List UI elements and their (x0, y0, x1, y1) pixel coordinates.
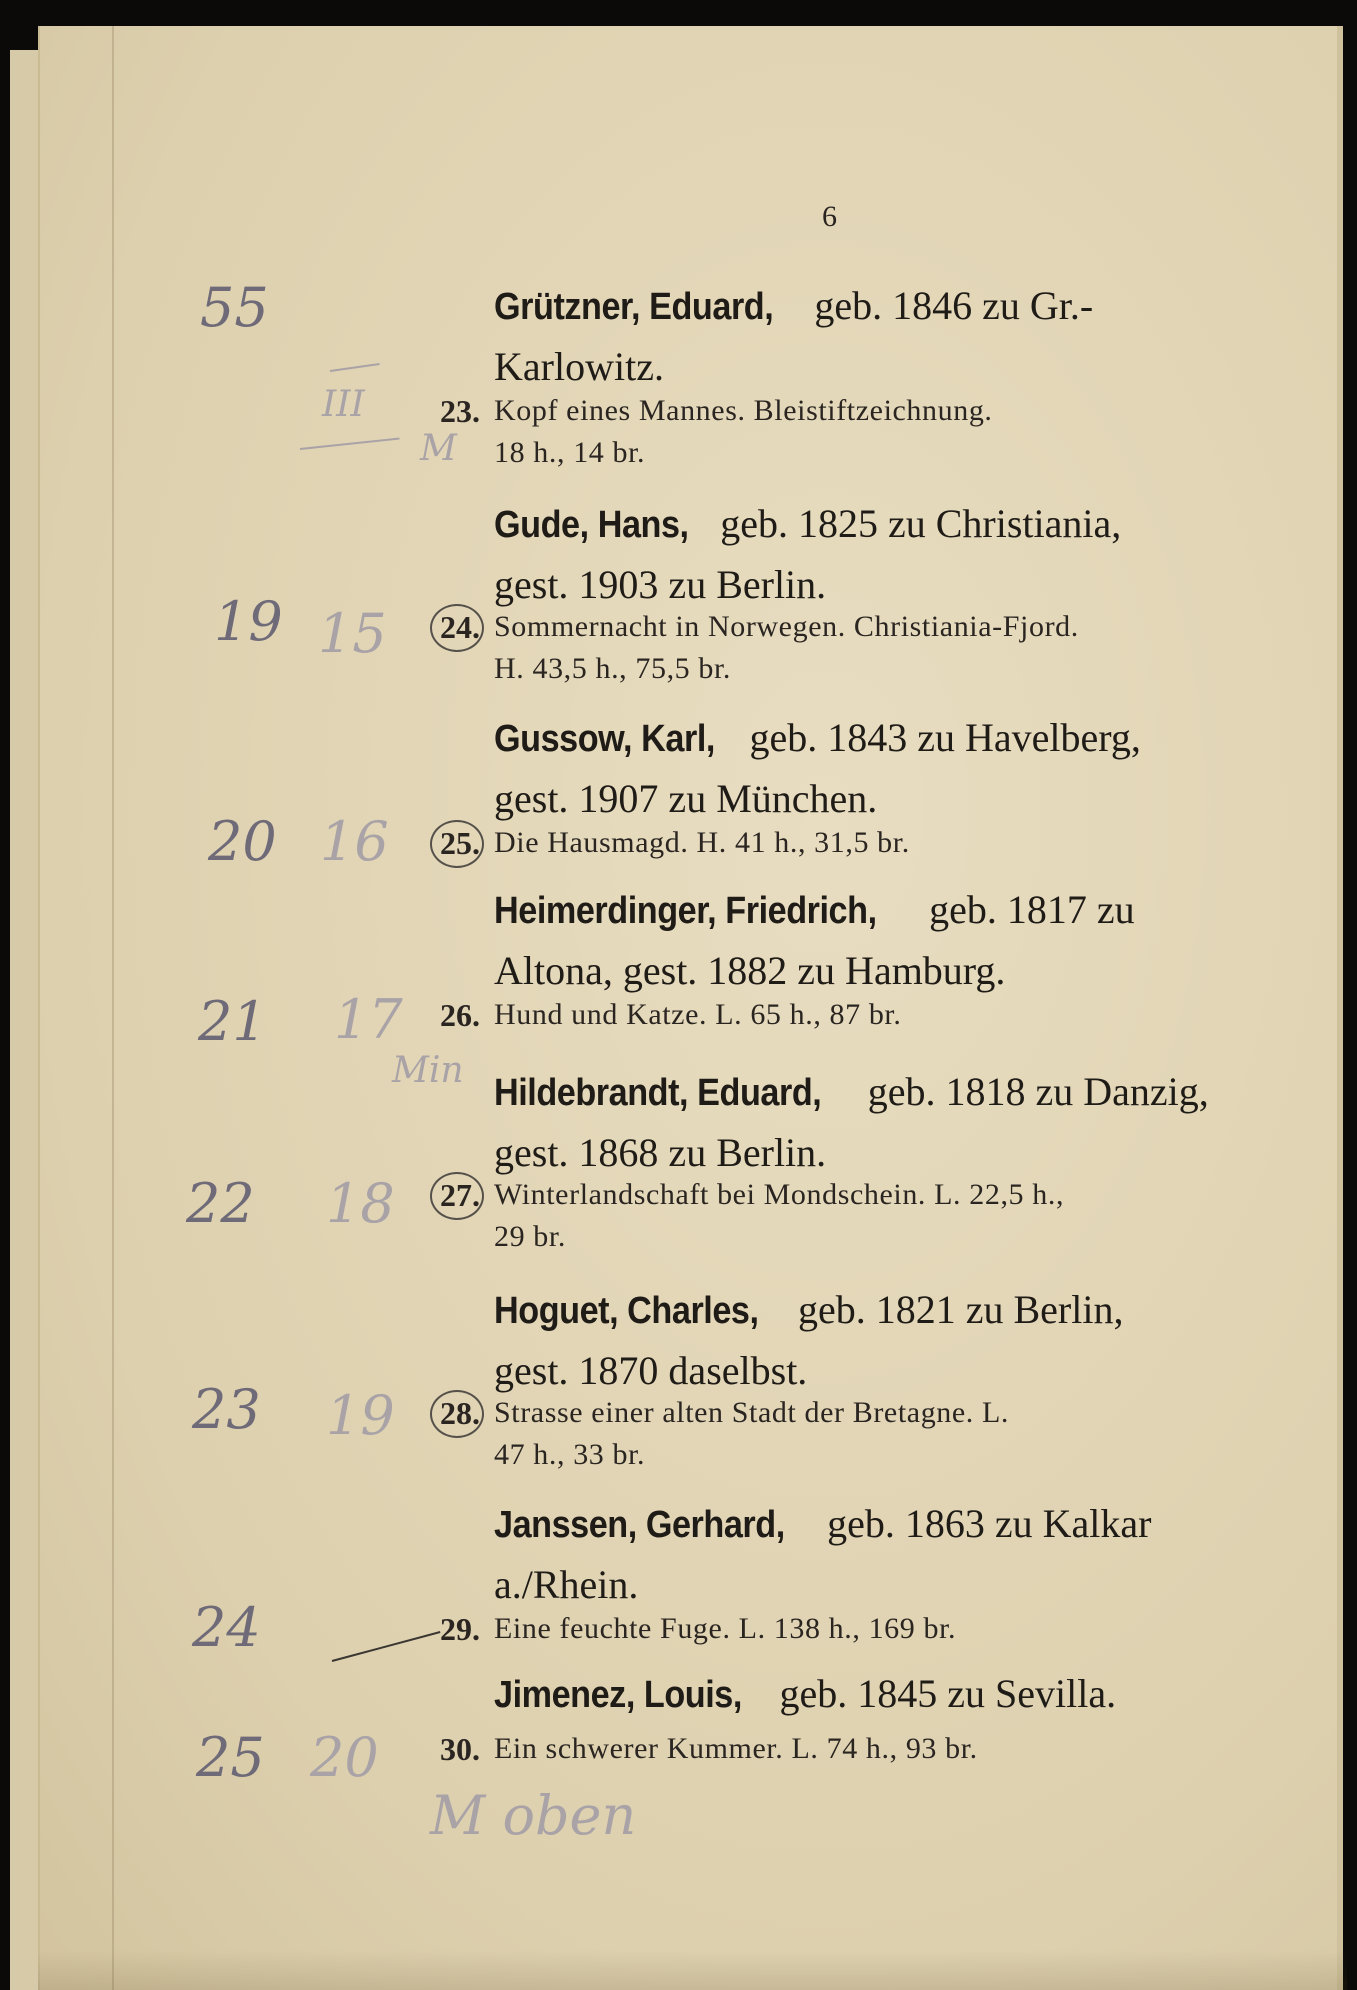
pencil-note: 24 (192, 1596, 261, 1659)
artwork-number: 23. (440, 393, 480, 429)
artist-details: a./Rhein. (494, 1562, 639, 1607)
artist-birth: geb. 1825 zu Christiania, (710, 501, 1122, 546)
artist-birth: geb. 1863 zu Kalkar (817, 1501, 1152, 1546)
scan-border (1343, 0, 1357, 1990)
artist-entry (494, 1664, 1280, 1725)
artist-name: Gude, Hans, (494, 504, 689, 546)
artist-entry (494, 708, 1280, 828)
artist-name: Jimenez, Louis, (494, 1674, 742, 1716)
artist-name: Hoguet, Charles, (494, 1290, 759, 1332)
pencil-note: 55 (200, 276, 269, 339)
pencil-note: 20 (310, 1726, 379, 1789)
artwork-number: 26. (440, 997, 480, 1033)
artwork-dimensions: 47 h., 33 br. (494, 1438, 646, 1471)
artist-name: Hildebrandt, Eduard, (494, 1072, 822, 1114)
artist-entry (494, 880, 1280, 1000)
artist-birth: geb. 1821 zu Berlin, (787, 1287, 1124, 1332)
artwork-title: Eine feuchte Fuge. L. 138 h., 169 br. (494, 1612, 957, 1645)
artist-birth: geb. 1843 zu Havelberg, (739, 715, 1141, 760)
page-shadow (38, 1950, 1347, 1990)
pencil-note: 20 (208, 810, 277, 873)
artist-name: Grützner, Eduard, (494, 286, 774, 328)
artist-birth: geb. 1846 zu Gr.- (804, 283, 1094, 328)
page-fold-line (112, 26, 114, 1990)
artwork-number: 24. (394, 606, 480, 648)
artwork-title: Hund und Katze. L. 65 h., 87 br. (494, 998, 902, 1031)
artist-name: Gussow, Karl, (494, 718, 715, 760)
pencil-note: Min (392, 1050, 464, 1091)
artist-name: Heimerdinger, Friedrich, (494, 890, 877, 932)
artist-birth: geb. 1818 zu Danzig, (857, 1069, 1209, 1114)
pencil-note: 15 (318, 602, 387, 665)
artist-entry (494, 1494, 1280, 1614)
artwork-title: Winterlandschaft bei Mondschein. L. 22,5 h., (494, 1178, 1065, 1211)
pencil-note: III (322, 384, 365, 425)
artwork-title: Strasse einer alten Stadt der Bretagne. L. (494, 1396, 1010, 1429)
artwork-number: 25. (394, 822, 480, 864)
artist-details: gest. 1870 daselbst. (494, 1348, 808, 1393)
artwork-number: 28. (394, 1392, 480, 1434)
pencil-note: 23 (192, 1378, 261, 1441)
artist-details: gest. 1907 zu München. (494, 776, 878, 821)
pencil-note: 19 (214, 590, 283, 653)
artist-details: gest. 1903 zu Berlin. (494, 562, 827, 607)
artwork-title: Die Hausmagd. H. 41 h., 31,5 br. (494, 826, 910, 859)
pencil-note: 17 (334, 988, 403, 1051)
pencil-note: M (420, 428, 457, 469)
artwork-title: Sommernacht in Norwegen. Christiania-Fjord. (494, 610, 1079, 643)
pencil-note: 19 (326, 1384, 395, 1447)
artist-entry (494, 1062, 1280, 1182)
page-number: 6 (822, 200, 837, 233)
artist-details: Karlowitz. (494, 344, 664, 389)
artwork-title: Ein schwerer Kummer. L. 74 h., 93 br. (494, 1732, 978, 1765)
artist-name: Janssen, Gerhard, (494, 1504, 785, 1546)
pencil-note: 21 (198, 990, 267, 1053)
artist-entry (494, 494, 1280, 614)
artwork-number: 30. (440, 1731, 480, 1767)
artist-details: gest. 1868 zu Berlin. (494, 1130, 827, 1175)
artwork-number: 27. (394, 1174, 480, 1216)
pencil-note: 25 (196, 1726, 265, 1789)
artwork-dimensions: H. 43,5 h., 75,5 br. (494, 652, 731, 685)
pencil-note: 22 (186, 1172, 255, 1235)
artist-entry (494, 1280, 1280, 1400)
artwork-dimensions: 29 br. (494, 1220, 566, 1253)
artwork-number: 29. (440, 1611, 480, 1647)
pencil-note: M oben (430, 1784, 637, 1847)
artist-entry (494, 276, 1280, 396)
artist-birth: geb. 1817 zu (919, 887, 1135, 932)
pencil-note: 16 (320, 810, 389, 873)
artist-details: Altona, gest. 1882 zu Hamburg. (494, 948, 1006, 993)
pencil-note: 18 (326, 1172, 395, 1235)
artist-birth: geb. 1845 zu Sevilla. (769, 1671, 1117, 1716)
artwork-dimensions: 18 h., 14 br. (494, 436, 646, 469)
artwork-title: Kopf eines Mannes. Bleistiftzeichnung. (494, 394, 993, 427)
